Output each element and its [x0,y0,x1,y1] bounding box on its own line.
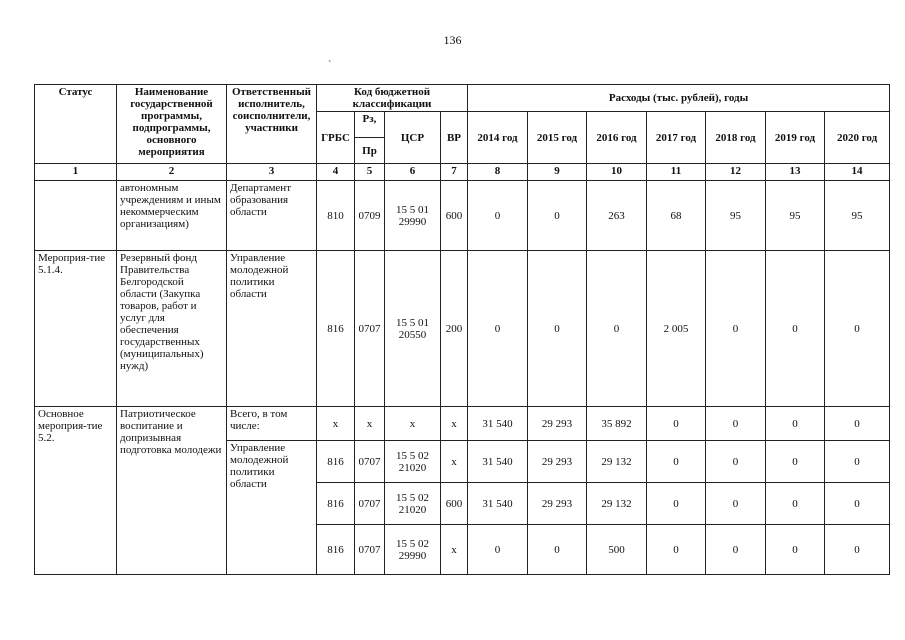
row-status: Мероприя-тие 5.1.4. [35,251,117,407]
cell-value: 95 [825,181,890,251]
cell-value: 35 892 [587,407,647,441]
cell-grbs: 810 [317,181,355,251]
cell-value: 0 [766,407,825,441]
column-index: 7 [441,164,468,181]
cell-value: 0 [766,251,825,407]
cell-value: 0 [706,483,766,525]
table-row [35,407,890,441]
cell-grbs: 816 [317,441,355,483]
cell-rzpr: 0707 [355,441,385,483]
column-index: 14 [825,164,890,181]
cell-value: 31 540 [468,483,528,525]
cell-value: 0 [766,483,825,525]
header-pr: Пр [355,138,385,164]
column-index: 13 [766,164,825,181]
column-index: 3 [227,164,317,181]
cell-value: 68 [647,181,706,251]
column-index: 12 [706,164,766,181]
mark-dot: ` [328,60,332,71]
cell-value: 0 [647,483,706,525]
column-index: 4 [317,164,355,181]
cell-value: 0 [528,525,587,575]
table-row [35,181,890,251]
cell-value: 31 540 [468,407,528,441]
cell-grbs: 816 [317,525,355,575]
column-index: 6 [385,164,441,181]
cell-value: 29 293 [528,441,587,483]
cell-value: 0 [825,441,890,483]
cell-grbs: 816 [317,251,355,407]
cell-value: 0 [825,251,890,407]
cell-vr: x [441,407,468,441]
cell-value: 0 [825,407,890,441]
column-index: 5 [355,164,385,181]
cell-rzpr: 0707 [355,483,385,525]
cell-csr: 15 5 02 29990 [385,525,441,575]
row-status [35,181,117,251]
cell-csr: 15 5 01 29990 [385,181,441,251]
cell-value: 0 [706,251,766,407]
cell-value: 29 132 [587,483,647,525]
row-name: автономным учреждениям и иным некоммерческим организациям) [117,181,227,251]
cell-grbs: x [317,407,355,441]
header-year: 2015 год [528,112,587,164]
header-status: Статус [35,85,117,164]
cell-value: 0 [647,441,706,483]
cell-value: 29 293 [528,407,587,441]
cell-value: 0 [706,441,766,483]
cell-value: 0 [468,181,528,251]
column-index: 2 [117,164,227,181]
cell-value: 263 [587,181,647,251]
group-responsible: Управление молодежной политики области [227,441,317,575]
header-year: 2014 год [468,112,528,164]
header-name: Наименование государственной программы, подпрограммы, основного мероприятия [117,85,227,164]
cell-value: 29 293 [528,483,587,525]
cell-vr: x [441,441,468,483]
column-index: 8 [468,164,528,181]
cell-value: 0 [766,525,825,575]
header-budget-code: Код бюджетной классификации [317,85,468,112]
column-index: 9 [528,164,587,181]
column-index: 1 [35,164,117,181]
cell-value: 500 [587,525,647,575]
row-name: Резервный фонд Правительства Белгородской области (Закупка товаров, работ и услуг для обеспечения государственных (муниципальных) нужд) [117,251,227,407]
cell-rzpr: 0707 [355,251,385,407]
column-index: 11 [647,164,706,181]
budget-table [34,84,890,575]
cell-value: 0 [706,525,766,575]
header-rz: Рз, [355,112,385,138]
cell-value: 0 [468,251,528,407]
cell-rzpr: 0709 [355,181,385,251]
cell-csr: 15 5 02 21020 [385,483,441,525]
cell-vr: 200 [441,251,468,407]
cell-value: 0 [706,407,766,441]
cell-value: 0 [468,525,528,575]
cell-value: 0 [825,483,890,525]
header-csr: ЦСР [385,112,441,164]
cell-rzpr: 0707 [355,525,385,575]
header-responsible: Ответственный исполнитель, соисполнители, участники [227,85,317,164]
column-index: 10 [587,164,647,181]
cell-value: 2 005 [647,251,706,407]
header-year: 2020 год [825,112,890,164]
header-year: 2016 год [587,112,647,164]
table-row [35,251,890,407]
cell-value: 0 [528,181,587,251]
header-grbs: ГРБС [317,112,355,164]
cell-vr: 600 [441,181,468,251]
cell-value: 95 [766,181,825,251]
header-vr: ВР [441,112,468,164]
cell-value: 95 [706,181,766,251]
cell-csr: 15 5 02 21020 [385,441,441,483]
group-name: Патриотическое воспитание и допризывная подготовка молодежи [117,407,227,575]
group-status: Основное мероприя-тие 5.2. [35,407,117,575]
cell-value: 0 [647,525,706,575]
row-responsible: Управление молодежной политики области [227,251,317,407]
header-expenses: Расходы (тыс. рублей), годы [468,85,890,112]
cell-vr: x [441,525,468,575]
page-number: 136 [443,33,462,47]
row-responsible: Департамент образования области [227,181,317,251]
cell-csr: 15 5 01 20550 [385,251,441,407]
group-total-label: Всего, в том числе: [227,407,317,441]
cell-value: 0 [587,251,647,407]
cell-vr: 600 [441,483,468,525]
cell-value: 0 [766,441,825,483]
column-index-row [35,164,890,181]
cell-rzpr: x [355,407,385,441]
header-year: 2018 год [706,112,766,164]
cell-value: 31 540 [468,441,528,483]
cell-grbs: 816 [317,483,355,525]
cell-value: 0 [825,525,890,575]
header-year: 2019 год [766,112,825,164]
cell-value: 0 [528,251,587,407]
cell-value: 29 132 [587,441,647,483]
header-year: 2017 год [647,112,706,164]
cell-value: 0 [647,407,706,441]
cell-csr: x [385,407,441,441]
